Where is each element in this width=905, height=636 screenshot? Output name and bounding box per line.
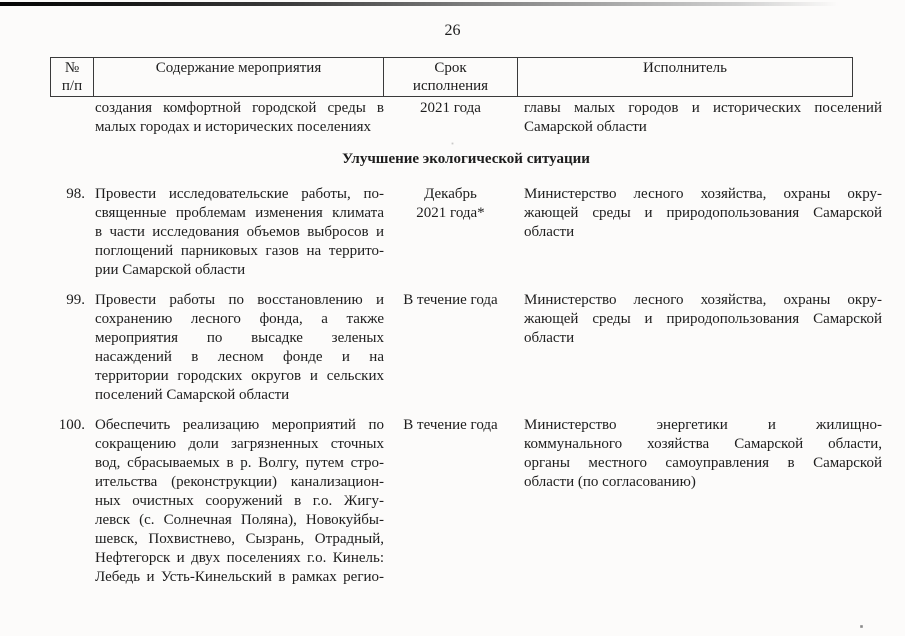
text-line: В течение года	[403, 417, 498, 433]
column-header-num-line2: п/п	[61, 78, 83, 94]
text-line: 2021 года	[420, 100, 481, 116]
column-header-content	[93, 58, 383, 96]
row-term	[384, 185, 517, 280]
text-line: вод, сбрасываемых в р. Волгу, путем стро-	[95, 455, 384, 471]
scan-speckles	[0, 0, 1, 1]
text-line: Лебедь и Усть-Кинельский в рамках регио-	[95, 569, 384, 585]
text-line: левск (с. Солнечная Поляна), Новокуйбы-	[95, 512, 384, 528]
table-row	[50, 185, 882, 280]
text-line: ных очистных сооружений в г.о. Жигу-	[95, 493, 384, 509]
table-row	[50, 291, 882, 405]
text-line: территории городских округов и сельских	[95, 368, 384, 384]
row-executor	[517, 99, 882, 137]
table-row-continuation	[50, 99, 882, 137]
table-row	[50, 416, 882, 587]
rows-slot	[0, 185, 905, 587]
text-line: области	[524, 224, 575, 240]
text-line: В течение года	[403, 292, 498, 308]
row-number	[50, 99, 93, 137]
text-line: Провести работы по восстановлению и	[95, 292, 384, 308]
text-line: Обеспечить реализацию мероприятий по	[95, 417, 384, 433]
row-content	[93, 291, 384, 405]
carryover-row-slot	[0, 99, 905, 137]
text-line: в части исследования объемов выбросов и	[95, 224, 384, 240]
column-header-num	[51, 58, 93, 96]
section-title: Улучшение экологической ситуации	[342, 151, 590, 167]
table-body	[0, 99, 905, 587]
text-line: шевск, Похвистнево, Сызрань, Отрадный,	[95, 531, 384, 547]
column-header-executor	[517, 58, 852, 96]
text-line: малых городах и исторических поселениях	[95, 119, 372, 135]
row-executor	[517, 416, 882, 587]
text-line: органы местного самоуправления в Самарской	[524, 455, 882, 471]
text-line: мероприятия по высадке зеленых	[95, 330, 384, 346]
column-header-term-line2: исполнения	[412, 78, 489, 94]
text-line: Министерство энергетики и жилищно-	[524, 417, 882, 433]
column-header-executor-label: Исполнитель	[643, 60, 727, 76]
text-line: насаждений в лесном фонде и на	[95, 349, 384, 365]
text-line: создания комфортной городской среды в	[95, 100, 384, 116]
table-header-row	[50, 57, 853, 97]
text-line: жающей среды и природопользования Самарской	[524, 205, 882, 221]
text-line: поселений Самарской области	[95, 387, 290, 403]
row-term	[384, 99, 517, 137]
text-line: ительства (реконструкции) канализацион-	[95, 474, 384, 490]
column-header-term	[383, 58, 517, 96]
column-header-term-line1: Срок	[434, 60, 467, 76]
row-content	[93, 99, 384, 137]
column-header-num-line1: №	[64, 60, 80, 76]
text-line: коммунального хозяйства Самарской области,	[524, 436, 882, 452]
row-number: 98.	[66, 186, 85, 202]
row-executor	[517, 185, 882, 280]
text-line: области (по согласованию)	[524, 474, 696, 490]
row-term	[384, 291, 517, 405]
text-line: 2021 года*	[416, 205, 485, 221]
text-line: жающей среды и природопользования Самарской	[524, 311, 882, 327]
row-number: 100.	[58, 417, 85, 433]
text-line: Министерство лесного хозяйства, охраны окру-	[524, 292, 882, 308]
text-line: области	[524, 330, 575, 346]
column-header-content-label: Содержание мероприятия	[155, 60, 322, 76]
text-line: поглощений парниковых газов на террито-	[95, 243, 384, 259]
text-line: рии Самарской области	[95, 262, 246, 278]
text-line: Провести исследовательские работы, по-	[95, 186, 384, 202]
page-number: 26	[444, 22, 461, 39]
row-term	[384, 416, 517, 587]
text-line: священные проблемам изменения климата	[95, 205, 384, 221]
row-content	[93, 185, 384, 280]
text-line: сокращению доли загрязненных сточных	[95, 436, 384, 452]
text-line: Нефтегорск и двух поселениях г.о. Кинель:	[95, 550, 384, 566]
row-executor	[517, 291, 882, 405]
text-line: главы малых городов и исторических поселений	[524, 100, 882, 116]
row-number: 99.	[66, 292, 85, 308]
text-line: Министерство лесного хозяйства, охраны окру-	[524, 186, 882, 202]
text-line: сохранению лесного фонда, а также	[95, 311, 384, 327]
scan-edge-artifact	[0, 2, 838, 6]
row-content	[93, 416, 384, 587]
text-line: Декабрь	[424, 186, 477, 202]
text-line: Самарской области	[524, 119, 647, 135]
